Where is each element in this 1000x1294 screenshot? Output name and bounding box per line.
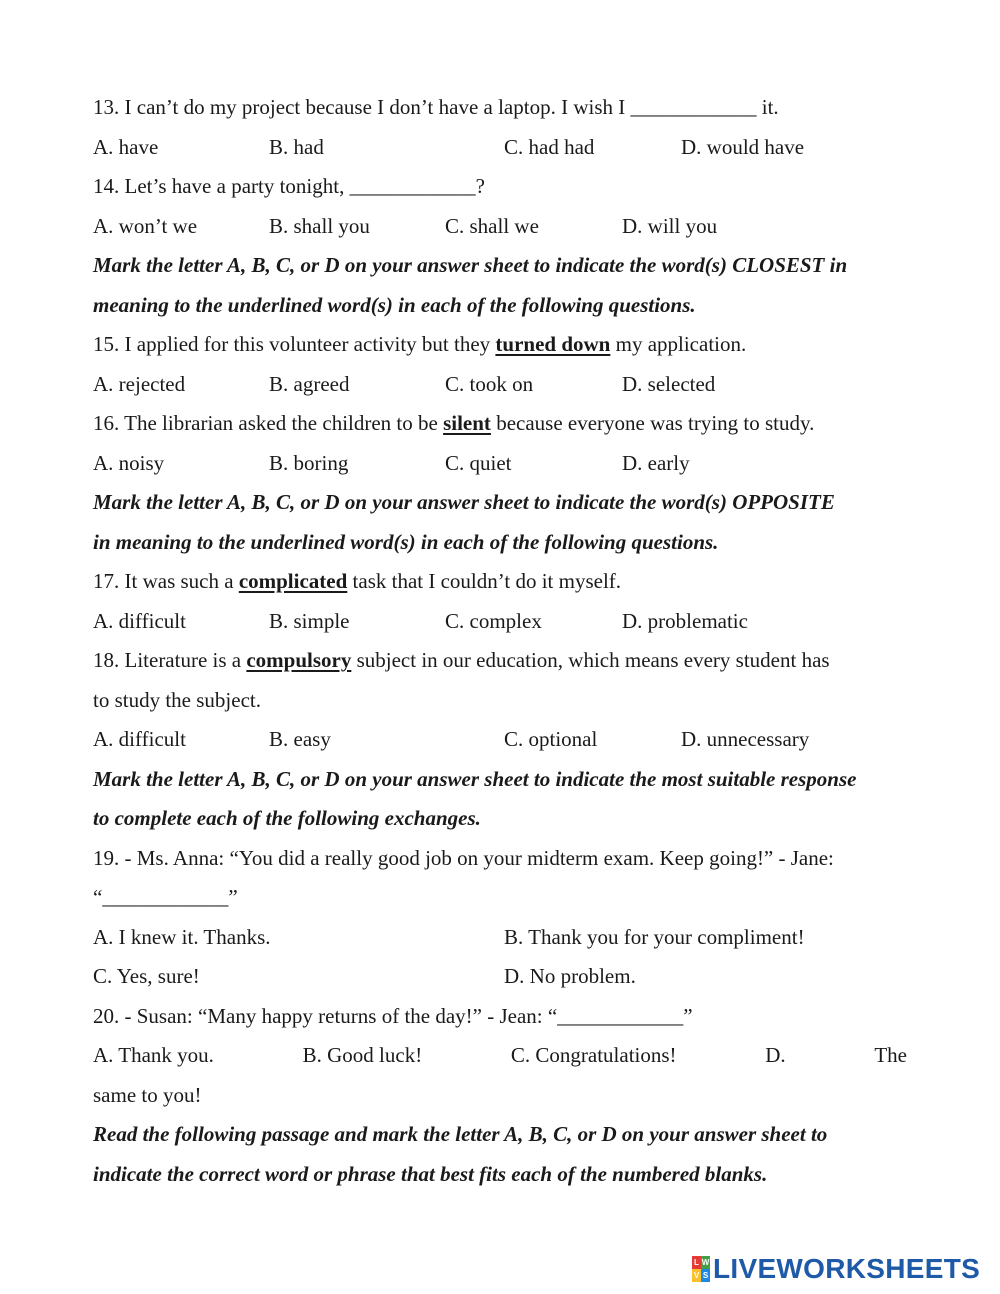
option-d[interactable]: D. No problem. (504, 964, 636, 988)
question-17-options (93, 602, 907, 642)
option-a[interactable]: A. noisy (93, 450, 165, 475)
question-text: subject in our education, which means every student has (351, 648, 830, 672)
liveworksheets-logo (692, 1254, 980, 1284)
option-a[interactable]: A. rejected (93, 371, 186, 396)
option-d[interactable]: D. problematic (622, 608, 748, 633)
instruction-passage: Read the following passage and mark the letter A, B, C, or D on your answer sheet to (93, 1122, 828, 1146)
option-c[interactable]: C. shall we (445, 213, 539, 238)
option-b[interactable]: B. Thank you for your compliment! (504, 924, 805, 949)
question-text: 18. Literature is a (93, 648, 247, 672)
question-15-options (93, 365, 907, 405)
option-b[interactable]: B. simple (269, 608, 350, 633)
question-20-options (93, 1036, 907, 1076)
option-a[interactable]: A. Thank you. (93, 1043, 214, 1067)
option-c[interactable]: C. took on (445, 371, 534, 396)
option-a[interactable]: A. difficult (93, 608, 186, 633)
question-19-blank: “____________” (93, 885, 238, 909)
option-d[interactable]: D. selected (622, 371, 716, 396)
question-18-cont: to study the subject. (93, 687, 261, 712)
underlined-word: silent (443, 411, 491, 435)
instruction-closest: Mark the letter A, B, C, or D on your answer sheet to indicate the word(s) CLOSEST in (93, 253, 848, 277)
option-d-cont[interactable]: same to you! (93, 1082, 202, 1107)
question-18-options (93, 720, 907, 760)
question-17 (93, 562, 907, 602)
instruction-closest-cont: meaning to the underlined word(s) in each of the following questions. (93, 292, 696, 317)
underlined-word: complicated (238, 569, 348, 593)
question-19-options-row2 (93, 957, 907, 997)
instruction-opposite-cont: in meaning to the underlined word(s) in each of the following questions. (93, 529, 719, 554)
question-19-options-row1 (93, 918, 907, 958)
option-d[interactable]: D. (765, 1043, 786, 1067)
option-b[interactable]: B. boring (269, 450, 349, 475)
option-b[interactable]: B. had (269, 134, 324, 159)
question-14-options (93, 207, 907, 247)
logo-mark (692, 1256, 710, 1282)
question-18 (93, 641, 907, 681)
question-19: 19. - Ms. Anna: “You did a really good job on your midterm exam. Keep going!” - Jane: (93, 845, 834, 870)
question-13-options (93, 128, 907, 168)
question-text: 17. It was such a (93, 569, 239, 593)
option-d[interactable]: D. will you (622, 213, 718, 238)
question-text: 16. The librarian asked the children to be (93, 411, 444, 435)
underlined-word: compulsory (246, 648, 352, 672)
logo-letter: V (693, 1271, 700, 1280)
option-b[interactable]: B. shall you (269, 213, 370, 238)
option-c[interactable]: C. optional (504, 727, 598, 751)
question-16 (93, 404, 907, 444)
logo-text: LIVEWORKSHEETS (713, 1253, 981, 1284)
option-d[interactable]: D. early (622, 450, 690, 475)
question-13: 13. I can’t do my project because I don’t have a laptop. I wish I ____________ it. (93, 95, 779, 119)
option-c[interactable]: C. complex (445, 608, 542, 633)
question-text: my application. (610, 332, 747, 356)
underlined-word: turned down (495, 332, 611, 356)
option-c[interactable]: C. quiet (445, 450, 512, 475)
option-a[interactable]: A. have (93, 134, 159, 159)
question-20: 20. - Susan: “Many happy returns of the day!” - Jean: “____________” (93, 1003, 693, 1028)
logo-letter: S (702, 1271, 709, 1280)
question-text: task that I couldn’t do it myself. (347, 569, 622, 593)
logo-letter: L (692, 1256, 701, 1269)
worksheet (93, 88, 907, 1194)
instruction-opposite: Mark the letter A, B, C, or D on your answer sheet to indicate the word(s) OPPOSITE (93, 490, 835, 514)
logo-letter: W (701, 1258, 710, 1267)
question-text: 15. I applied for this volunteer activity but they (93, 332, 496, 356)
option-d[interactable]: D. would have (681, 134, 805, 159)
option-d-word[interactable]: The (874, 1043, 907, 1067)
option-a[interactable]: A. difficult (93, 727, 186, 751)
option-b[interactable]: B. agreed (269, 371, 350, 396)
question-15 (93, 325, 907, 365)
option-b[interactable]: B. Good luck! (302, 1043, 423, 1067)
option-b[interactable]: B. easy (269, 727, 331, 751)
option-c[interactable]: C. had had (504, 134, 595, 159)
instruction-response-cont: to complete each of the following exchanges. (93, 806, 481, 830)
question-16-options (93, 444, 907, 484)
option-c[interactable]: C. Yes, sure! (93, 964, 200, 988)
option-d[interactable]: D. unnecessary (681, 727, 810, 751)
question-14: 14. Let’s have a party tonight, ____________? (93, 174, 485, 198)
option-a[interactable]: A. won’t we (93, 213, 198, 238)
option-a[interactable]: A. I knew it. Thanks. (93, 924, 271, 949)
question-text: because everyone was trying to study. (490, 411, 815, 435)
instruction-response: Mark the letter A, B, C, or D on your answer sheet to indicate the most suitable response (93, 766, 857, 791)
instruction-passage-cont: indicate the correct word or phrase that best fits each of the numbered blanks. (93, 1161, 768, 1186)
option-c[interactable]: C. Congratulations! (510, 1043, 677, 1067)
